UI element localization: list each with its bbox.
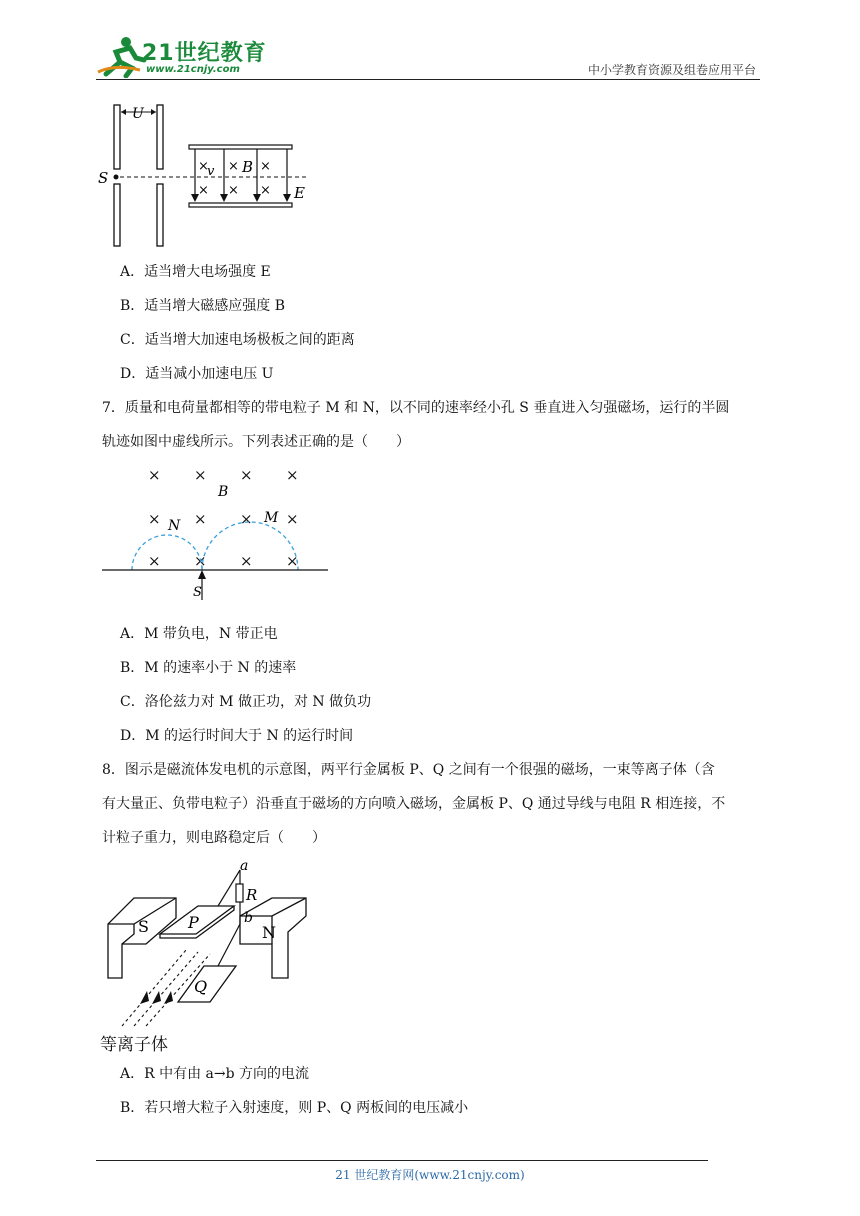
svg-text:×: ×	[194, 552, 207, 570]
label-s-pole: S	[138, 917, 149, 936]
svg-text:×: ×	[148, 466, 161, 484]
label-p: P	[188, 913, 199, 932]
label-e: E	[294, 184, 305, 202]
header-platform-text: 中小学教育资源及组卷应用平台	[587, 63, 756, 77]
svg-text:×: ×	[240, 510, 253, 528]
svg-text:×: ×	[240, 552, 253, 570]
svg-text:×: ×	[148, 510, 161, 528]
svg-text:×: ×	[198, 183, 209, 198]
svg-text:×: ×	[286, 552, 299, 570]
logo-text: 21世纪教育	[142, 41, 267, 66]
q7-stem-line2: 轨迹如图中虚线所示。下列表述正确的是（ ）	[102, 434, 410, 450]
label-a: a	[240, 858, 249, 874]
q7-option-b: B．M 的速率小于 N 的速率	[120, 660, 297, 676]
q8-stem-line1: 8．图示是磁流体发电机的示意图，两平行金属板 P、Q 之间有一个很强的磁场，一束等离子体（含	[102, 762, 715, 778]
svg-text:×: ×	[228, 159, 239, 174]
svg-text:×: ×	[194, 510, 207, 528]
label-plasma: 等离子体	[100, 1035, 168, 1055]
q6-option-a: A．适当增大电场强度 E	[120, 264, 271, 280]
label-u: U	[132, 106, 144, 122]
label-b-field: B	[218, 484, 229, 500]
label-r: R	[246, 886, 258, 904]
svg-text:×: ×	[260, 159, 271, 174]
label-m: M	[264, 510, 279, 526]
svg-text:×: ×	[240, 466, 253, 484]
label-q: Q	[194, 977, 208, 996]
q6-option-d: D．适当减小加速电压 U	[120, 366, 274, 382]
label-b-terminal: b	[244, 910, 253, 926]
q7-stem-line1: 7．质量和电荷量都相等的带电粒子 M 和 N，以不同的速率经小孔 S 垂直进入匀强磁场，运行的半圆	[102, 400, 730, 416]
q7-option-d: D．M 的运行时间大于 N 的运行时间	[120, 728, 354, 744]
mhd-generator-figure	[100, 858, 320, 1030]
label-s: S	[98, 169, 109, 187]
label-b: B	[242, 158, 254, 176]
velocity-selector-figure	[94, 100, 324, 252]
q8-stem-line3: 计粒子重力，则电路稳定后（ ）	[102, 830, 326, 846]
svg-text:×: ×	[194, 466, 207, 484]
q6-option-b: B．适当增大磁感应强度 B	[120, 298, 286, 314]
q8-stem-line2: 有大量正、负带电粒子）沿垂直于磁场的方向喷入磁场，金属板 P、Q 通过导线与电阻 R 相连接，不	[102, 796, 726, 812]
q7-option-c: C．洛伦兹力对 M 做正功，对 N 做负功	[120, 694, 372, 710]
svg-text:×: ×	[198, 159, 209, 174]
svg-text:×: ×	[286, 510, 299, 528]
svg-text:×: ×	[148, 552, 161, 570]
magnetic-field-figure	[98, 462, 332, 602]
label-n: N	[168, 518, 181, 534]
svg-text:×: ×	[228, 183, 239, 198]
q8-option-b: B．若只增大粒子入射速度，则 P、Q 两板间的电压减小	[120, 1100, 469, 1116]
logo-url: www.21cnjy.com	[146, 64, 240, 75]
footer-divider	[96, 1160, 708, 1161]
label-n-pole: N	[262, 923, 276, 942]
footer-link[interactable]: 21 世纪教育网(www.21cnjy.com)	[335, 1168, 525, 1182]
label-v: v	[207, 164, 215, 179]
svg-text:×: ×	[286, 466, 299, 484]
q7-option-a: A．M 带负电，N 带正电	[120, 626, 278, 642]
label-s-hole: S	[193, 585, 202, 600]
svg-text:×: ×	[260, 183, 271, 198]
q8-option-a: A．R 中有由 a→b 方向的电流	[120, 1066, 310, 1082]
header-divider	[96, 79, 760, 80]
q6-option-c: C．适当增大加速电场极板之间的距离	[120, 332, 355, 348]
